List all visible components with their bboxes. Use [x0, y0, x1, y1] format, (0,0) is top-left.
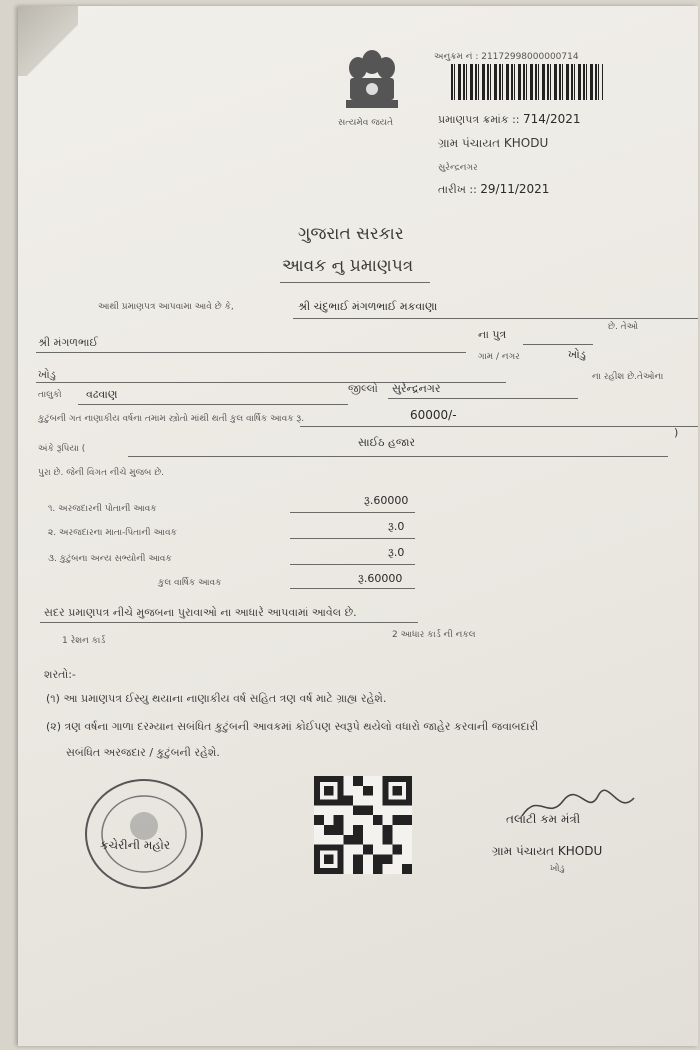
father-name: શ્રી મંગળભાઈ — [38, 336, 98, 349]
evidence-statement: સદર પ્રમાણપત્ર નીચે મુજબના પુરાવાઓ ના આધારે આપવામાં આવેલ છે. — [44, 606, 357, 619]
applicant-name: શ્રી ચંદુભાઈ મંગળભાઈ મકવાણા — [298, 300, 438, 313]
qr-code-icon — [314, 774, 412, 876]
gram-panchayat: ગ્રામ પંચાયત KHODU — [438, 136, 549, 150]
talati-signatory: તલાટી કમ મંત્રી — [506, 812, 581, 826]
condition-1: (૧) આ પ્રમાણપત્ર ઈસ્યુ થયાના નાણાકીય વર્ષ સહિત ત્રણ વર્ષ માટે ગ્રાહ્ય રહેશે. — [46, 692, 387, 705]
village-name: ખોડુ — [568, 348, 586, 361]
paper-fold — [18, 6, 78, 76]
certificate-sheet — [18, 6, 698, 1046]
amount-in-words: સાઈઠ હજાર — [358, 436, 416, 449]
barcode — [451, 64, 603, 100]
son-of-label: ના પુત્ર — [478, 328, 507, 341]
district-header: સુરેન્દ્રનગર — [438, 163, 478, 173]
district-name: સુરેન્દ્રનગર — [392, 382, 441, 395]
taluka-label: તાલુકો — [38, 390, 62, 400]
is-label: છે. તેઓ — [608, 322, 639, 332]
signatory-office-code: ખોડુ — [550, 864, 565, 874]
annual-income: 60000/- — [410, 408, 457, 422]
condition-2-continued: સબંધિત અરજદાર / કુટુંબની રહેશે. — [66, 746, 220, 759]
evidence-2: 2 આધાર કાર્ડ ની નકલ — [392, 630, 476, 640]
income-row-1-value: રૂ.60000 — [364, 494, 409, 507]
district-label: જીલ્લો — [348, 382, 378, 395]
evidence-1: 1 રેશન કાર્ડ — [62, 636, 106, 646]
details-intro: પુરા છે. જેની વિગત નીચે મુજબ છે. — [38, 468, 165, 478]
in-words-label: અંકે રૂપિયા ( — [38, 444, 86, 454]
income-row-1-label: ૧. અરજદારની પોતાની આવક — [48, 504, 157, 514]
certificate-number: પ્રમાણપત્ર ક્રમાંક :: 714/2021 — [438, 112, 581, 126]
intro-text: આથી પ્રમાણપત્ર આપવામા આવે છે કે, — [98, 302, 234, 312]
income-sentence: કુટુંબની ગત નાણાકીય વર્ષના તમામ સ્ત્રોતો માંથી થતી કુલ વાર્ષિક આવક રૂ. — [38, 414, 305, 424]
condition-2: (૨) ત્રણ વર્ષના ગાળા દરમ્યાન સબંધિત કુટુંબની આવકમાં કોઈપણ સ્વરૂપે થયેલો વધારો જાહેર કરવાની જવાબદારી — [46, 720, 539, 733]
date: તારીખ :: 29/11/2021 — [438, 182, 550, 196]
national-emblem-icon — [336, 44, 408, 124]
page-title-certificate: આવક નુ પ્રમાણપત્ર — [282, 256, 414, 276]
page-title-government: ગુજરાત સરકાર — [298, 224, 404, 244]
village-label: ગામ / નગર — [478, 352, 520, 362]
taluka-name: વઢવાણ — [86, 388, 118, 401]
resident-label: ના રહીશ છે.તેઓના — [592, 372, 664, 382]
conditions-heading: શરતો:- — [44, 668, 76, 681]
income-row-2-label: ૨. અરજદારના માતા-પિતાની આવક — [48, 528, 177, 538]
income-total-label: કુલ વાર્ષિક આવક — [158, 578, 222, 588]
income-row-3-value: રૂ.0 — [388, 546, 405, 559]
emblem-motto: સત્યમેવ જયતે — [338, 118, 394, 128]
signatory-panchayat: ગ્રામ પંચાયત KHODU — [492, 844, 603, 858]
serial-number: અનુક્રમ નં : 21172998000000714 — [434, 52, 579, 62]
income-row-3-label: ૩. કુટુંબના અન્ય સભ્યોની આવક — [48, 554, 172, 564]
closing-paren: ) — [674, 426, 679, 439]
village-name-line: ખોડુ — [38, 368, 56, 381]
seal-signature-text: કચેરીની મહોર — [100, 838, 171, 852]
income-total-value: રૂ.60000 — [358, 572, 403, 585]
income-row-2-value: રૂ.0 — [388, 520, 405, 533]
panchayat-seal-icon — [80, 774, 208, 894]
